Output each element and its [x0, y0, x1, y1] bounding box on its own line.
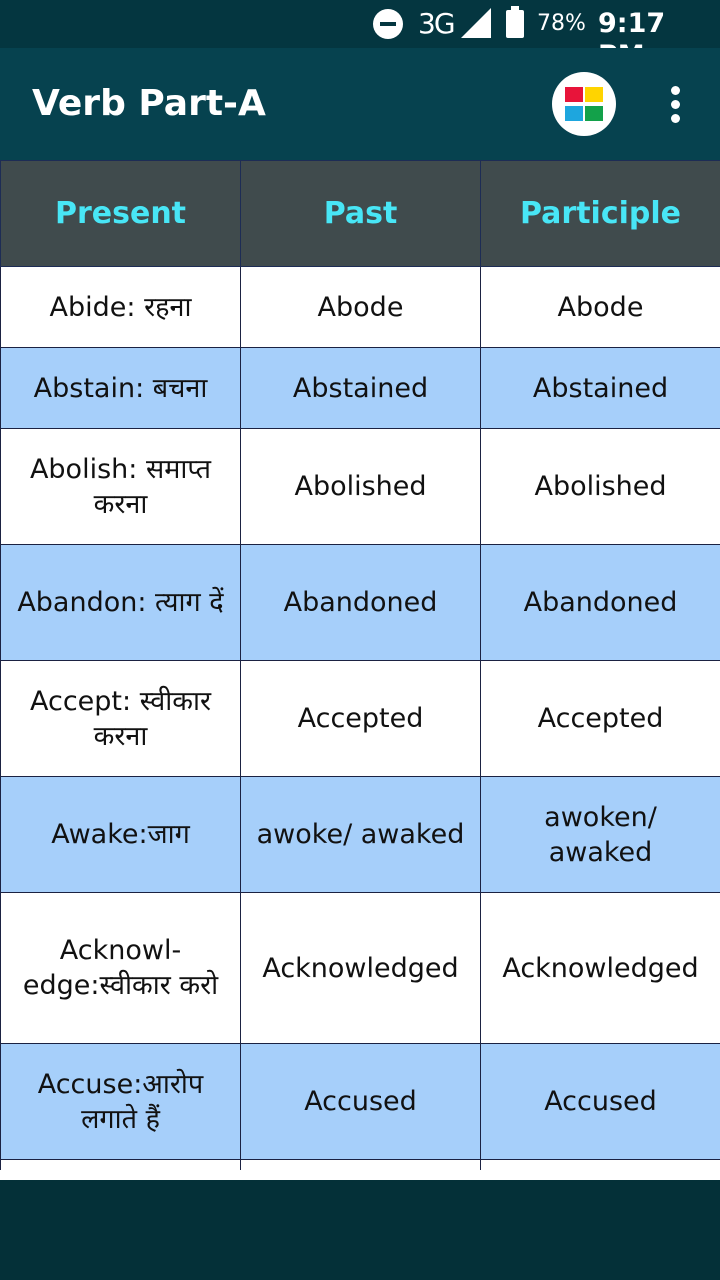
table-row — [1, 348, 720, 429]
present-cell: Accuse:आरोप लगाते हैं — [1, 1044, 241, 1160]
past-cell: Accused — [241, 1044, 481, 1160]
more-vert-icon-dot — [671, 100, 680, 109]
signal-icon — [461, 8, 491, 38]
bottom-banner-area — [0, 1180, 720, 1280]
table-row — [1, 429, 720, 545]
present-cell — [1, 1160, 241, 1171]
participle-cell: Accused — [481, 1044, 720, 1160]
table-row — [1, 267, 720, 348]
participle-cell: Abandoned — [481, 545, 720, 661]
header-present: Present — [1, 161, 241, 267]
table-row — [1, 1044, 720, 1160]
present-cell: Acknowl-edge:स्वीकार करो — [1, 893, 241, 1044]
app-logo-button[interactable] — [552, 72, 616, 136]
past-cell: Accepted — [241, 661, 481, 777]
participle-cell: Accepted — [481, 661, 720, 777]
app-bar — [0, 48, 720, 160]
table-header-row — [1, 161, 720, 267]
battery-percent: 78% — [537, 11, 586, 36]
past-cell: Abode — [241, 267, 481, 348]
present-cell: Awake:जाग — [1, 777, 241, 893]
network-type: 3G — [418, 7, 454, 40]
participle-cell: awoken/ awaked — [481, 777, 720, 893]
past-cell — [241, 1160, 481, 1171]
past-cell: Abolished — [241, 429, 481, 545]
present-cell: Abolish: समाप्त करना — [1, 429, 241, 545]
more-vert-icon-dot — [671, 114, 680, 123]
past-cell: awoke/ awaked — [241, 777, 481, 893]
header-participle: Participle — [481, 161, 720, 267]
participle-cell: Abstained — [481, 348, 720, 429]
page-title: Verb Part-A — [32, 83, 266, 124]
do-not-disturb-icon — [373, 9, 403, 39]
table-row — [1, 777, 720, 893]
participle-cell: Abolished — [481, 429, 720, 545]
battery-icon — [506, 10, 524, 38]
past-cell: Abandoned — [241, 545, 481, 661]
table-row — [1, 661, 720, 777]
header-past: Past — [241, 161, 481, 267]
status-bar — [0, 0, 720, 48]
more-vert-icon — [671, 86, 680, 95]
table-row — [1, 1160, 720, 1171]
past-cell: Abstained — [241, 348, 481, 429]
table-row — [1, 893, 720, 1044]
participle-cell: Abode — [481, 267, 720, 348]
more-options-button[interactable] — [660, 84, 692, 124]
past-cell: Acknowledged — [241, 893, 481, 1044]
verb-table — [0, 160, 720, 1170]
present-cell: Accept: स्वीकार करना — [1, 661, 241, 777]
present-cell: Abide: रहना — [1, 267, 241, 348]
table-row — [1, 545, 720, 661]
present-cell: Abstain: बचना — [1, 348, 241, 429]
participle-cell — [481, 1160, 720, 1171]
verb-table-scroll[interactable] — [0, 160, 720, 1170]
clock: 9:17 — [598, 8, 666, 39]
participle-cell: Acknowledged — [481, 893, 720, 1044]
present-cell: Abandon: त्याग दें — [1, 545, 241, 661]
